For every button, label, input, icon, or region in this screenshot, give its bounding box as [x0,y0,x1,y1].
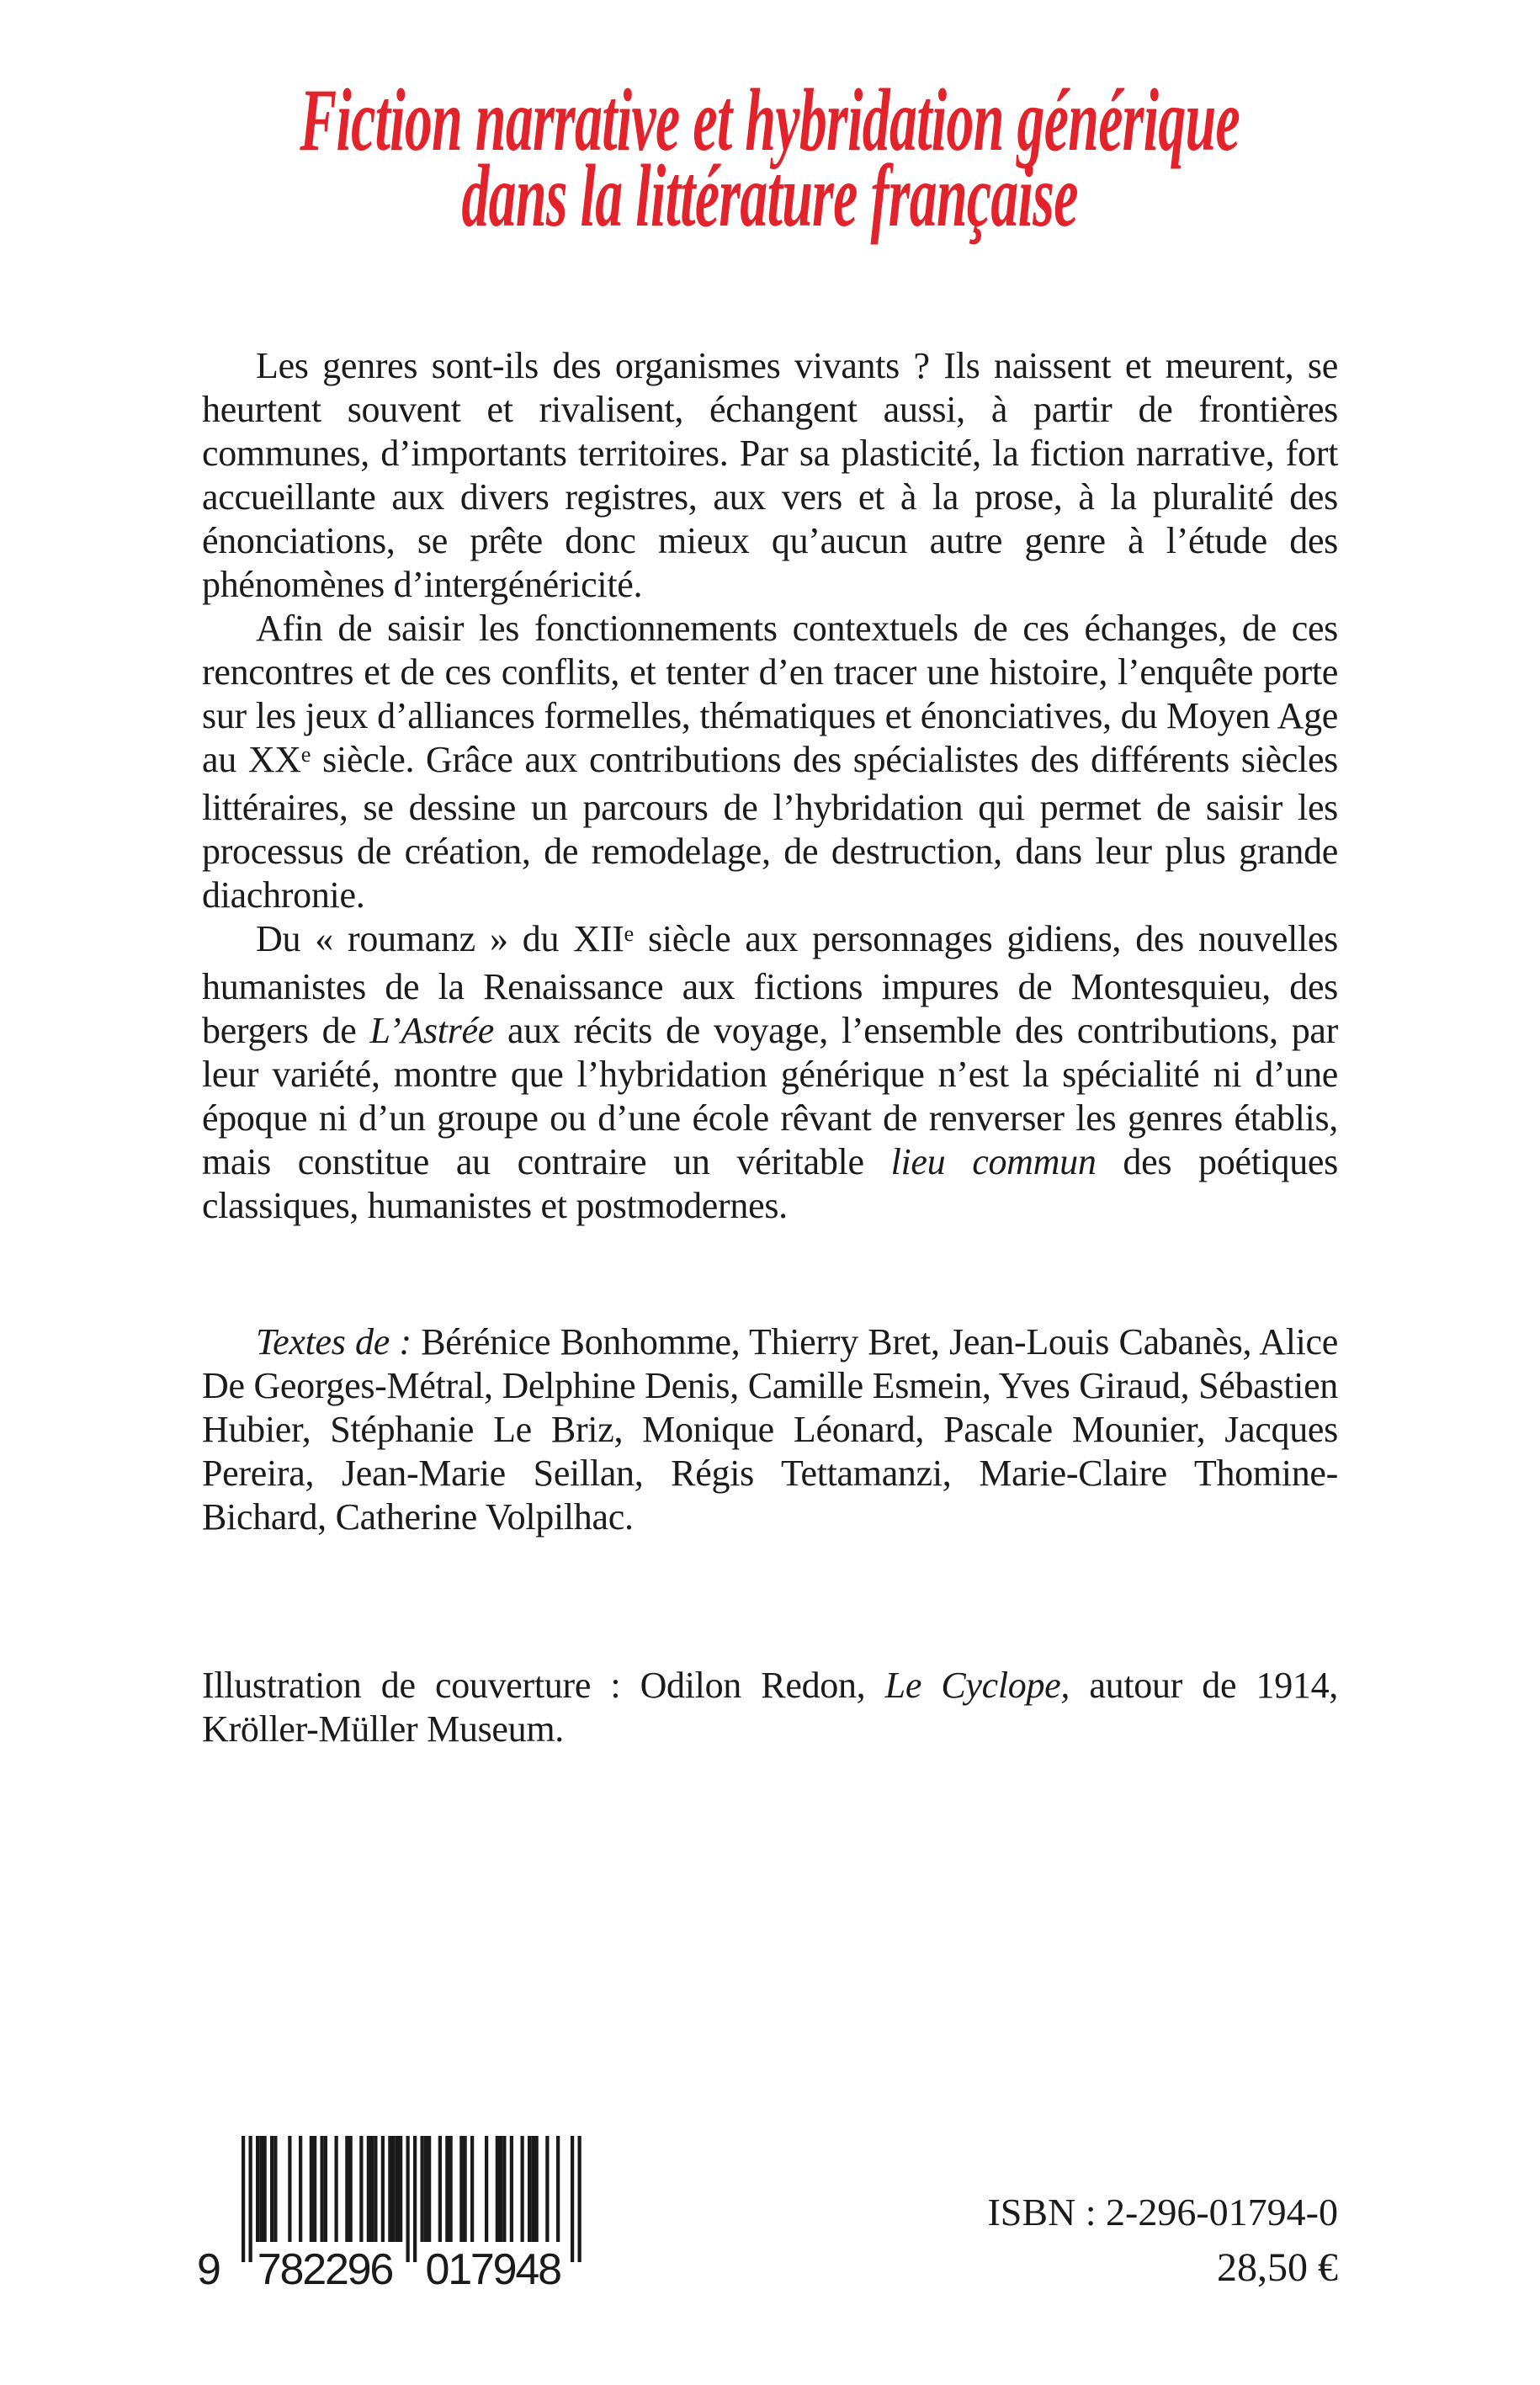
synopsis-paragraph-3: Du « roumanz » du XIIe siècle aux personnages gidiens, des nouvelles humanistes de la Renaissance aux fictions impures de Montesquieu, des bergers de L’Astrée aux récits de voyage, l’ensemble des contributions, par leur variété, montre que l’hybridation générique n’est la spécialité ni d’une époque ni d’un groupe ou d’une école rêvant de renverser les genres établis, mais constitue au contraire un véritable lieu commun des poétiques classiques, humanistes et postmodernes. [202,918,1338,1226]
contributors-block [202,1320,1338,1539]
svg-text:782296: 782296 [257,2245,395,2292]
svg-text:017948: 017948 [425,2245,562,2292]
price-text: 28,50 € [1217,2245,1338,2290]
title-line-1: Fiction narrative et hybridation générique [300,71,1240,169]
svg-text:9: 9 [197,2245,221,2292]
isbn-price-block [987,2185,1338,2296]
cover-credit-block [202,1664,1338,1751]
title-line-2: dans la littérature française [461,146,1079,245]
synopsis-paragraph-2: Afin de saisir les fonctionnements contextuels de ces échanges, de ces rencontres et de ces conflits, et tenter d’en tracer une histoire, l’enquête porte sur les jeux d’alliances formelles, thématiques et énonciatives, du Moyen Age au XXe siècle. Grâce aux contributions des spécialistes des différents siècles littéraires, se dessine un parcours de l’hybridation qui permet de saisir les processus de création, de remodelage, de destruction, dans leur plus grande diachronie. [202,608,1338,916]
title-line-2-wrap [0,146,1540,245]
contributors-paragraph: Textes de : Bérénice Bonhomme, Thierry Bret, Jean-Louis Cabanès, Alice De Georges-Métral, Delphine Denis, Camille Esmein, Yves Giraud, Sébastien Hubier, Stéphanie Le Briz, Monique Léonard, Pascale Mounier, Jacques Pereira, Jean-Marie Seillan, Régis Tettamanzi, Marie-Claire Thomine-Bichard, Catherine Volpilhac. [202,1321,1339,1538]
cover-credit-paragraph: Illustration de couverture : Odilon Redon, Le Cyclope, autour de 1914, Kröller-Müller Museum. [202,1665,1338,1750]
title-block [0,71,1540,245]
ean13-barcode [195,2136,587,2292]
synopsis [202,344,1338,1228]
synopsis-paragraph-1: Les genres sont-ils des organismes vivants ? Ils naissent et meurent, se heurtent souvent et rivalisent, échangent aussi, à partir de frontières communes, d’importants territoires. Par sa plasticité, la fiction narrative, fort accueillante aux divers registres, aux vers et à la prose, à la pluralité des énonciations, se prête donc mieux qu’aucun autre genre à l’étude des phénomènes d’intergénéricité. [202,345,1338,605]
isbn-text: ISBN : 2-296-01794-0 [987,2191,1338,2234]
ean13-barcode-svg [195,2136,587,2292]
